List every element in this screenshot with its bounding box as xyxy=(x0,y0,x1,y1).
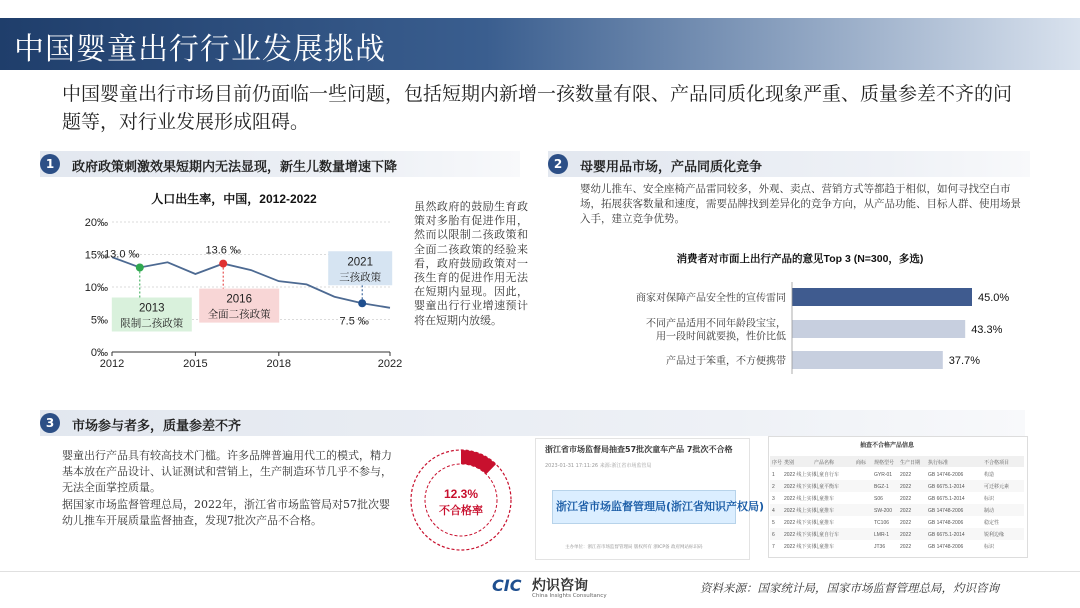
section-1-note: 虽然政府的鼓励生育政策对多胎有促进作用，然而以限制二孩政策和全面二孩政策的经验来看，政府鼓励政策对一孩生育的促进作用无法在短期内显现。因此，婴童出行行业增速预计将在短期内放缓。 xyxy=(414,200,528,327)
table-cell: 6 xyxy=(772,532,775,538)
y-tick-label: 15‰ xyxy=(84,249,108,262)
table-header-cell: 产品名称 xyxy=(814,460,835,466)
table-cell: 1 xyxy=(772,472,775,478)
x-tick-label: 2022 xyxy=(377,358,403,370)
table-cell: GB 14746-2006 xyxy=(928,472,964,478)
x-tick-label: 2012 xyxy=(99,358,125,370)
table-cell: 5 xyxy=(772,520,775,526)
table-cell: 锐利边缘 xyxy=(984,532,1005,538)
news-title: 浙江省市场监督局抽查57批次童车产品 7批次不合格 xyxy=(545,445,733,454)
table-cell: 7 xyxy=(772,544,775,550)
intro-paragraph: 中国婴童出行市场目前仍面临一些问题，包括短期内新增一孩数量有限、产品同质化现象严重、质量参差不齐的问题等，对行业发展形成阻碍。 xyxy=(62,83,1013,133)
section-2-title: 母婴用品市场，产品同质化竞争 xyxy=(580,160,763,175)
table-cell: 儿童自行车 xyxy=(814,532,840,538)
bar-value-label: 37.7% xyxy=(948,355,981,367)
table-cell: 儿童平衡车 xyxy=(814,484,840,490)
news-banner-text: 浙江省市场监督管理局(浙江省知识产权局) xyxy=(556,500,765,513)
table-cell: 2022 线下实体 xyxy=(784,484,817,490)
news-footer-text: 主办单位：浙江省市场监督管理局 版权所有 浙ICP备 政府网站标识码 xyxy=(565,545,703,550)
point-value-label: 13.0 ‰ xyxy=(104,248,140,261)
y-tick-label: 5‰ xyxy=(90,314,108,327)
table-cell: 稳定性 xyxy=(984,520,1000,526)
unqualified-products-table xyxy=(770,456,1024,554)
policy-callout-text: 三孩政策 xyxy=(339,271,382,284)
section-3-text-1: 婴童出行产品具有较高技术门槛。许多品牌普遍用代工的模式，精力基本放在产品设计、认证测试和营销上，生产制造环节几乎不参与，无法全面掌控质量。 xyxy=(62,449,392,494)
table-cell: 2 xyxy=(772,484,775,490)
table-header-cell: 生产日期 xyxy=(900,460,921,466)
table-cell: BGZ-1 xyxy=(874,484,889,490)
policy-callout-year: 2016 xyxy=(226,293,252,306)
table-header-cell: 序号 xyxy=(772,460,783,466)
news-meta: 2023-01-31 17:11:26 来源:浙江省市场监管局 xyxy=(545,463,652,469)
table-cell: GB 6675.1-2014 xyxy=(928,484,965,490)
table-screenshot-title: 抽查不合格产品信息 xyxy=(860,442,915,449)
table-cell: 儿童自行车 xyxy=(814,472,840,478)
unqualified-rate-donut-chart xyxy=(396,435,526,565)
table-cell: GB 14748-2006 xyxy=(928,544,964,550)
y-tick-label: 0‰ xyxy=(90,347,108,359)
bar-value-label: 45.0% xyxy=(978,292,1010,304)
table-header-cell: 规格型号 xyxy=(874,460,895,466)
unqualified-slice xyxy=(461,450,496,474)
table-cell: 2022 线上实体 xyxy=(784,508,817,514)
table-cell: 2022 xyxy=(900,472,912,478)
table-cell: 2022 xyxy=(900,544,912,550)
table-cell: 可迁移元素 xyxy=(984,484,1010,490)
section-2-text: 婴幼儿推车、安全座椅产品雷同较多，外观、卖点、营销方式等都趋于相似，如何寻找空白市场，拓展获客数量和速度，需要品牌找到差异化的竞争方向，从产品功能、目标人群、使用场景入手，建立竞争优势。 xyxy=(580,183,1021,225)
birth-rate-line-chart xyxy=(76,185,410,373)
line-chart-title: 人口出生率，中国，2012-2022 xyxy=(151,192,317,206)
x-tick-label: 2018 xyxy=(266,358,292,370)
table-cell: TC106 xyxy=(874,520,890,526)
table-cell: 2022 xyxy=(900,496,912,502)
x-tick-label: 2015 xyxy=(183,358,208,370)
table-cell: 儿童推车 xyxy=(814,520,835,526)
opinion-bar xyxy=(792,320,965,338)
table-cell: S06 xyxy=(874,496,883,502)
highlight-point xyxy=(136,264,144,272)
table-cell: 标识 xyxy=(984,496,995,502)
highlight-point xyxy=(219,260,227,268)
section-3-number-badge: 3 xyxy=(40,413,60,433)
table-cell: 儿童推车 xyxy=(814,508,835,514)
section-1-number-badge: 1 xyxy=(40,154,60,174)
table-cell: 制动 xyxy=(984,508,995,514)
donut-caption: 不合格率 xyxy=(439,505,483,517)
logo-name: 灼识咨询 xyxy=(532,578,588,594)
donut-value-label: 12.3% xyxy=(443,487,479,501)
point-value-label: 7.5 ‰ xyxy=(339,315,369,328)
table-cell: 儿童推车 xyxy=(814,544,835,550)
section-3-text-2: 据国家市场监督管理总局，2022年，浙江省市场监管局对57批次婴幼儿推车开展质量监督抽查，发现7批次产品不合格。 xyxy=(62,498,390,527)
footer-divider xyxy=(0,571,1080,572)
policy-callout-year: 2013 xyxy=(139,302,165,315)
table-cell: GB 6675.1-2014 xyxy=(928,532,965,538)
table-cell: GB 6675.1-2014 xyxy=(928,496,965,502)
opinion-bar xyxy=(792,351,943,369)
table-cell: SW-200 xyxy=(874,508,892,514)
bar-category-label: 商家对保障产品安全性的宣传雷同 xyxy=(636,293,786,304)
bar-category-label: 用一段时间就要换，性价比低 xyxy=(656,331,786,343)
bar-value-label: 43.3% xyxy=(971,324,1003,336)
cic-logo-icon: CIC xyxy=(492,576,522,595)
y-tick-label: 10‰ xyxy=(84,282,108,294)
policy-callout-text: 限制二孩政策 xyxy=(120,317,184,330)
section-1-title: 政府政策刺激效果短期内无法显现，新生儿数量增速下降 xyxy=(72,160,398,175)
table-cell: JT36 xyxy=(874,544,886,550)
consumer-opinion-bar-chart xyxy=(560,248,1030,378)
table-cell: 4 xyxy=(772,508,775,514)
bar-chart-title: 消费者对市面上出行产品的意见Top 3 (N=300，多选) xyxy=(676,253,924,265)
table-cell: LMR-1 xyxy=(874,532,890,538)
table-cell: 2022 线上实体 xyxy=(784,496,817,502)
table-cell: 2022 线下实体 xyxy=(784,520,817,526)
source-note: 资料来源：国家统计局，国家市场监督管理总局，灼识咨询 xyxy=(700,581,999,595)
section-2-number-badge: 2 xyxy=(548,154,568,174)
table-cell: 2022 xyxy=(900,484,912,490)
page-title: 中国婴童出行行业发展挑战 xyxy=(14,32,386,67)
table-header-cell: 执行标准 xyxy=(928,460,949,466)
table-cell: 2022 xyxy=(900,532,912,538)
bar-category-label: 产品过于笨重，不方便携带 xyxy=(666,356,786,367)
table-cell: 2022 线下实体 xyxy=(784,544,817,550)
table-cell: 2022 线下实体 xyxy=(784,532,817,538)
table-cell: GB 14748-2006 xyxy=(928,520,964,526)
table-cell: 2022 线上实体 xyxy=(784,472,817,478)
bar-category-label: 不同产品适用不同年龄段宝宝， xyxy=(646,318,786,330)
table-cell: GB 14748-2006 xyxy=(928,508,964,514)
table-cell: 3 xyxy=(772,496,775,502)
table-cell: 标识 xyxy=(984,544,995,550)
policy-callout-text: 全面二孩政策 xyxy=(207,308,271,321)
table-cell: 2022 xyxy=(900,520,912,526)
table-cell: 构造 xyxy=(984,472,995,478)
table-cell: GYR-01 xyxy=(874,472,893,478)
point-value-label: 13.6 ‰ xyxy=(205,244,241,257)
table-cell: 2022 xyxy=(900,508,912,514)
table-header-cell: 商标 xyxy=(856,460,867,466)
highlight-point xyxy=(358,299,366,307)
table-cell: 儿童推车 xyxy=(814,496,835,502)
table-header-cell: 不合格项目 xyxy=(984,460,1010,466)
logo-subtitle: China Insights Consultancy xyxy=(532,593,607,599)
table-header-cell: 类别 xyxy=(784,460,795,466)
section-3-title: 市场参与者多，质量参差不齐 xyxy=(72,419,242,434)
opinion-bar xyxy=(792,288,972,306)
policy-callout-year: 2021 xyxy=(347,256,373,269)
y-tick-label: 20‰ xyxy=(84,217,108,229)
